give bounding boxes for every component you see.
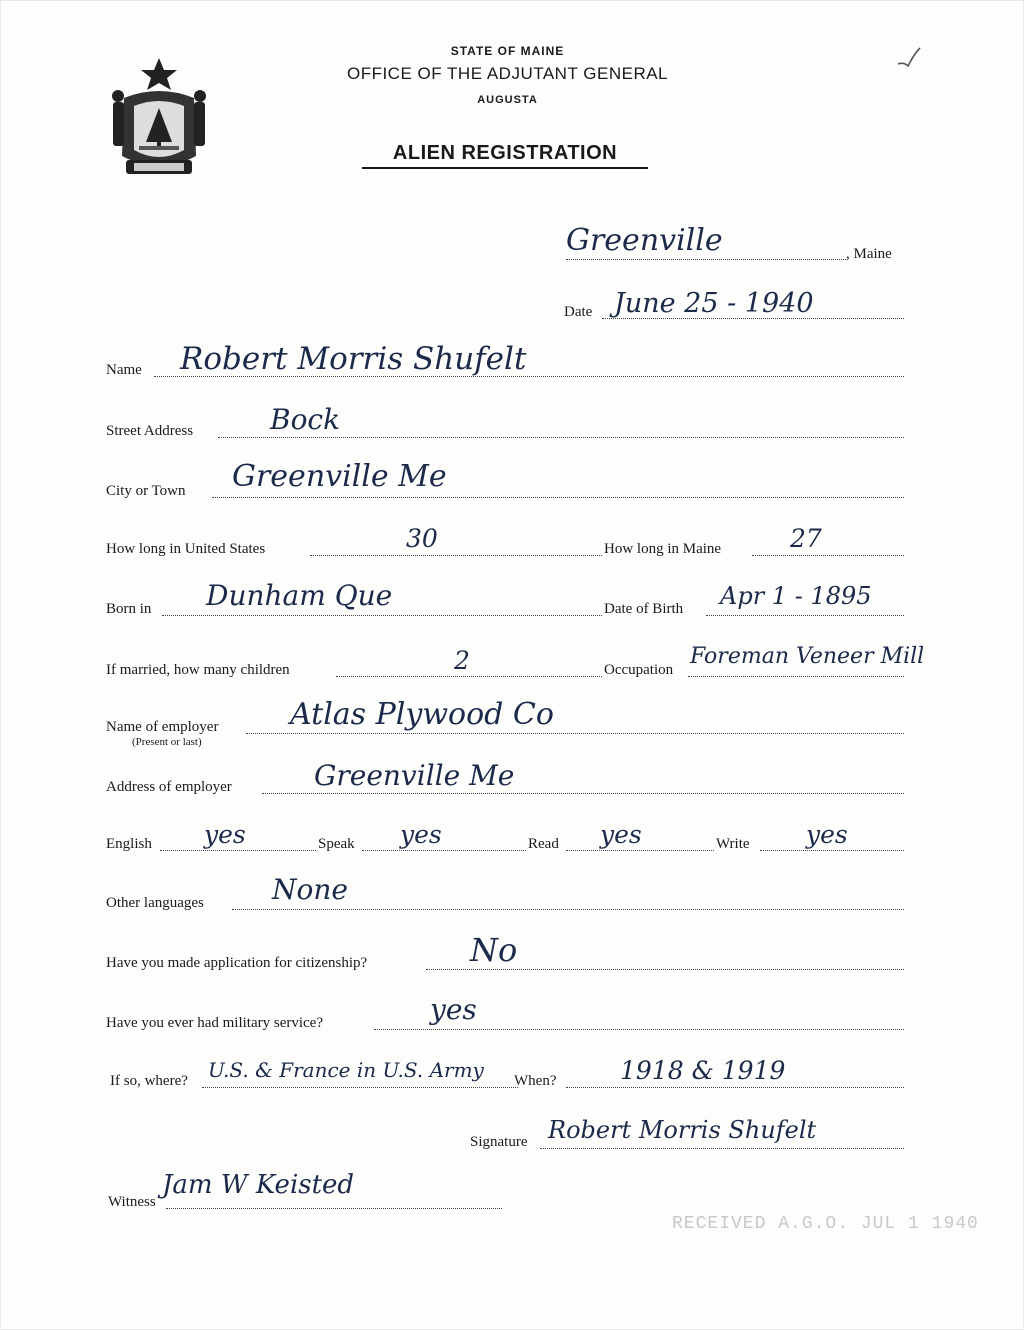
date-value: June 25 - 1940 — [614, 288, 814, 319]
citizenship-line — [426, 969, 904, 970]
speak-label: Speak — [318, 836, 355, 852]
speak-line — [362, 850, 526, 851]
how-long-us-line — [310, 555, 602, 556]
read-line — [566, 850, 714, 851]
when-line — [566, 1087, 904, 1088]
employer-sub-label: (Present or last) — [132, 736, 202, 748]
maine-label: , Maine — [846, 246, 892, 262]
military-line — [374, 1029, 904, 1030]
born-in-line — [162, 615, 602, 616]
employer-name-value: Atlas Plywood Co — [290, 697, 554, 732]
where-value: U.S. & France in U.S. Army — [208, 1058, 484, 1082]
city-line — [212, 497, 904, 498]
citizenship-label: Have you made application for citizenship? — [106, 955, 368, 971]
employer-name-label: Name of employer — [106, 719, 219, 735]
speak-value: yes — [400, 820, 442, 849]
employer-address-line — [262, 793, 904, 794]
check-mark-icon — [896, 46, 922, 70]
date-of-birth-line — [706, 615, 904, 616]
children-label: If married, how many children — [106, 662, 290, 678]
born-in-value: Dunham Que — [206, 579, 393, 612]
occupation-line — [688, 676, 904, 677]
how-long-maine-label: How long in Maine — [604, 541, 722, 557]
employer-name-line — [246, 733, 904, 734]
witness-line — [166, 1208, 502, 1209]
other-languages-value: None — [272, 873, 348, 906]
town-value: Greenville — [566, 223, 723, 258]
military-label: Have you ever had military service? — [106, 1015, 323, 1031]
witness-value: Jam W Keisted — [162, 1170, 355, 1200]
write-value: yes — [806, 820, 848, 849]
how-long-maine-line — [752, 555, 904, 556]
employer-address-value: Greenville Me — [314, 759, 515, 792]
received-stamp: RECEIVED A.G.O. JUL 1 1940 — [672, 1214, 979, 1234]
english-line — [160, 850, 316, 851]
where-line — [202, 1087, 518, 1088]
date-of-birth-value: Apr 1 - 1895 — [720, 582, 872, 610]
military-value: yes — [430, 993, 477, 1026]
occupation-label: Occupation — [604, 662, 674, 678]
when-label: When? — [514, 1073, 557, 1089]
street-address-line — [218, 437, 904, 438]
city-value: Greenville Me — [232, 459, 447, 494]
signature-line — [540, 1148, 904, 1149]
signature-value: Robert Morris Shufelt — [548, 1116, 817, 1144]
english-value: yes — [204, 820, 246, 849]
header-state: STATE OF MAINE — [450, 44, 565, 58]
header-office: OFFICE OF THE ADJUTANT GENERAL — [346, 64, 669, 83]
street-address-value: Bock — [270, 403, 341, 436]
city-label: City or Town — [106, 483, 186, 499]
how-long-us-value: 30 — [406, 524, 438, 553]
english-label: English — [106, 836, 152, 852]
witness-label: Witness — [108, 1194, 156, 1210]
how-long-us-label: How long in United States — [106, 541, 266, 557]
town-line — [566, 259, 846, 260]
born-in-label: Born in — [106, 601, 152, 617]
name-value: Robert Morris Shufelt — [180, 341, 527, 377]
children-value: 2 — [454, 646, 470, 675]
how-long-maine-value: 27 — [790, 524, 822, 553]
name-label: Name — [106, 362, 142, 378]
date-of-birth-label: Date of Birth — [604, 601, 684, 617]
write-label: Write — [716, 836, 750, 852]
form-title: ALIEN REGISTRATION — [362, 142, 648, 169]
signature-label: Signature — [470, 1134, 528, 1150]
occupation-value: Foreman Veneer Mill — [690, 644, 925, 669]
when-value: 1918 & 1919 — [620, 1056, 786, 1085]
read-label: Read — [528, 836, 559, 852]
where-label: If so, where? — [110, 1073, 188, 1089]
header-city: AUGUSTA — [477, 94, 538, 106]
other-languages-line — [232, 909, 904, 910]
maine-seal-icon — [104, 56, 214, 182]
date-label: Date — [564, 304, 593, 320]
children-line — [336, 676, 602, 677]
citizenship-value: No — [470, 931, 518, 969]
street-address-label: Street Address — [106, 423, 194, 439]
other-languages-label: Other languages — [106, 895, 204, 911]
write-line — [760, 850, 904, 851]
read-value: yes — [600, 820, 642, 849]
employer-address-label: Address of employer — [106, 779, 232, 795]
